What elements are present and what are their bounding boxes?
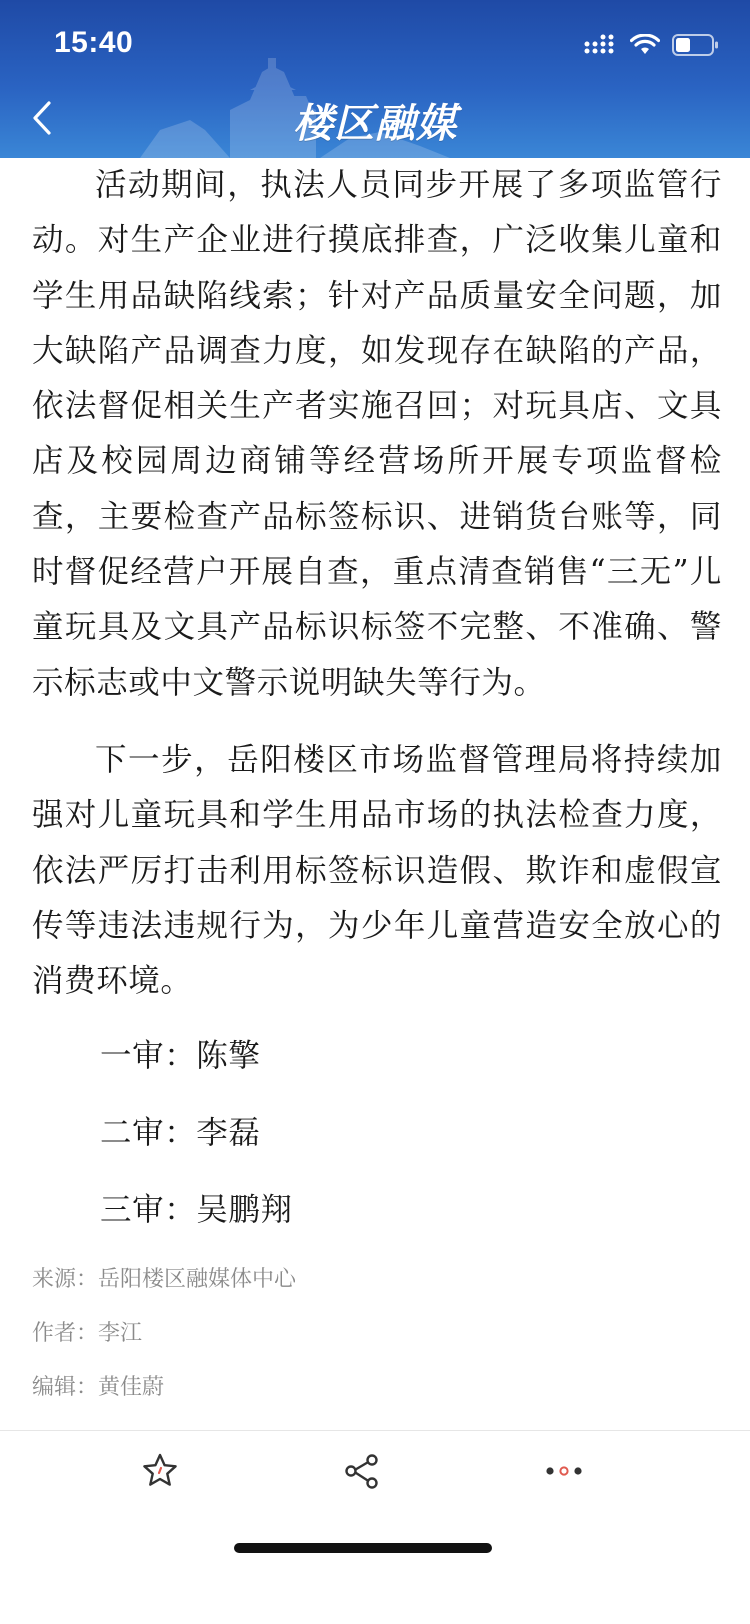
more-button[interactable] bbox=[534, 1447, 594, 1495]
status-icons bbox=[584, 30, 720, 60]
article-paragraph: 活动期间，执法人员同步开展了多项监管行动。对生产企业进行摸底排查，广泛收集儿童和学生用品缺陷线索；针对产品质量安全问题，加大缺陷产品调查力度，如发现存在缺陷的产品，依法督促相关生产者实施召回；对玩具店、文具店及校园周边商铺等经营场所开展专项监督检查，主要检查产品标签标识、进销货台账等，同时督促经营户开展自查，重点清查销售“三无”儿童玩具及文具产品标识标签不完整、不准确、警示标志或中文警示说明缺失等行为。 bbox=[32, 167, 722, 701]
bottom-action-bar bbox=[0, 1430, 750, 1624]
app-logo-title: 楼区融媒 bbox=[293, 101, 457, 147]
favorite-button[interactable] bbox=[130, 1447, 190, 1495]
home-indicator[interactable] bbox=[234, 1543, 492, 1553]
star-icon bbox=[140, 1451, 180, 1491]
cellular-signal-icon bbox=[584, 34, 618, 56]
first-review-line: 一审：陈擎 bbox=[100, 1038, 261, 1075]
article-body bbox=[32, 158, 722, 1404]
status-time: 15:40 bbox=[54, 26, 134, 59]
article-paragraph: 下一步，岳阳楼区市场监督管理局将持续加强对儿童玩具和学生用品市场的执法检查力度，依法严厉打击利用标签标识造假、欺诈和虚假宣传等违法违规行为，为少年儿童营造安全放心的消费环境。 bbox=[32, 741, 722, 1000]
app-header bbox=[0, 0, 750, 158]
article-author: 作者：李江 bbox=[32, 1321, 143, 1347]
share-icon bbox=[342, 1451, 382, 1491]
second-review-line: 二审：李磊 bbox=[100, 1115, 261, 1152]
share-button[interactable] bbox=[332, 1447, 392, 1495]
article-source: 来源：岳阳楼区融媒体中心 bbox=[32, 1267, 297, 1293]
wifi-icon bbox=[630, 34, 660, 56]
article-editor: 编辑：黄佳蔚 bbox=[32, 1375, 165, 1401]
third-review-line: 三审：吴鹏翔 bbox=[100, 1192, 293, 1229]
battery-icon bbox=[672, 33, 720, 57]
more-icon bbox=[542, 1461, 586, 1481]
